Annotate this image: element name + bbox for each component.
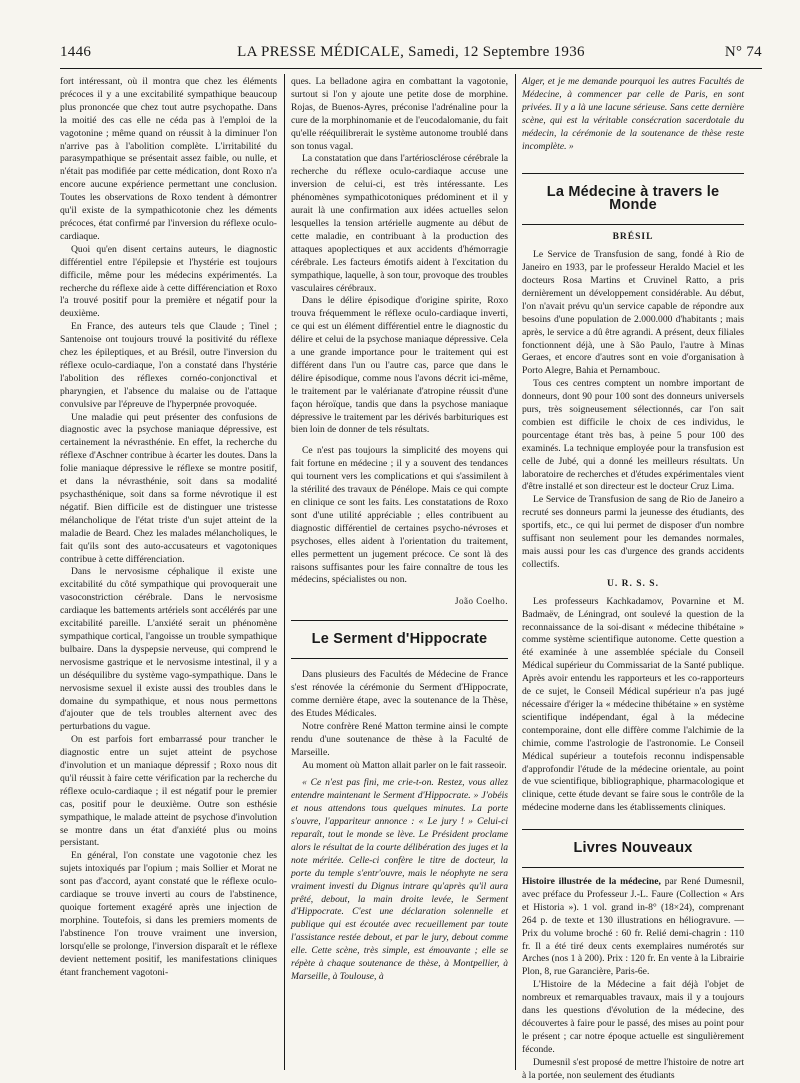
- review-paragraph: L'Histoire de la Médecine a fait déjà l'objet de nombreux et remarquables travaux, mais il y a toujours dans les questions d'évolution de la médecine, des découvertes à faire pour le passé, des mises au point pour le présent ; car notre époque actuelle est singulièrement féconde.: [522, 979, 744, 1055]
- article-paragraph: En général, l'on constate une vagotonie chez les sujets intoxiqués par l'opium ; mais Sollier et Morat ne sont pas d'accord, ayant constaté que le réflexe oculo-cardiaque se trouve inverti au cours de l'abstinence, quoique fortement exagéré après une injection de morphine. Toutefois, si dans les premiers moments de l'abstinence l'on trouve vraiment une inversion, lorsqu'elle se prolonge, l'inversion disparaît et le réflexe devient nettement positif, les manifestations cliniques étant franchement vagotoni-: [60, 850, 277, 978]
- article-paragraph: En France, des auteurs tels que Claude ; Tinel ; Santenoise ont toujours trouvé la positivité du réflexe chez les épileptiques, et au Brésil, outre l'inversion du réflexe oculo-cardiaque, l'on a constaté dans l'hystérie l'abolition des réflexes cornéo-conjonctival et pharyngien, et l'absence du malaise ou de l'attaque convulsive par l'épreuve de l'hyperpnée provoquée.: [60, 321, 277, 410]
- news-paragraph: Tous ces centres comptent un nombre important de donneurs, dont 90 pour 100 sont des donneurs universels purs, très soigneusement sélectionnés, car l'on sait combien est difficile le choix de ces individus, le pourcentage étant très bas, à peine 5 pour 100 des examinés. La technique employée pour la transfusion est celle de Jubé, qui a donné les meilleurs résultats. Un laboratoire de recherches et d'études expérimentales vient d'être installé et son directeur est le docteur Cruz Lima.: [522, 378, 744, 493]
- quote-paragraph: « Ce n'est pas fini, me crie-t-on. Restez, vous allez entendre maintenant le Serment d'Hippocrate. » J'obéis et nous attendons tous quelques minutes. La porte s'ouvre, l'appariteur annonce : « Le jury ! » Celui-ci reparaît, tout le monde se lève. Le Président proclame alors le résultat de la courte délibération des juges et la note méritée. Celle-ci confère le titre de docteur, la porte du temple s'entr'ouvre, mais le néophyte ne sera vraiment investi du Dignus intrare qu'après qu'il aura prêté, debout, la main droite levée, le Serment d'Hippocrate. C'est une déclaration solennelle et publique qui est écoutée avec recueillement par toute l'assistance restée debout, et par le jury, debout comme elle. Cette scène, très simple, est émouvante ; elle se répète à chaque soutenance de thèse, à Montpellier, à Marseille, à Toulouse, à: [291, 777, 508, 982]
- section-title: Le Serment d'Hippocrate: [311, 631, 488, 648]
- review-paragraph: Dumesnil s'est proposé de mettre l'histoire de notre art à la portée, non seulement des étudiants: [522, 1056, 744, 1081]
- article-paragraph: Quoi qu'en disent certains auteurs, le diagnostic différentiel entre l'épilepsie et l'hystérie est toujours difficile, même pour les médecins expérimentés. La recherche du réflexe aide à cette différenciation et Roxo l'a trouvé positif pour la première et négatif pour la deuxième.: [60, 243, 277, 320]
- article-paragraph: La constatation que dans l'artériosclérose cérébrale la recherche du réflexe oculo-cardiaque accuse une inversion de celui-ci, est très intéressante. Les phénomènes sympathicotoniques prédominent et il y aurait là une confirmation aux idées actuelles selon lesquelles la tension artérielle augmente au début de cette maladie, en contribuant à la production des attaques apoplectiques et aux accidents d'hémorragie cérébrale. Les facteurs émotifs aident à l'excitation du sympathique, laquelle, à son tour, provoque des troubles vasculaires cérébraux.: [291, 153, 508, 294]
- article-paragraph: Dans le nervosisme céphalique il existe une excitabilité du côté sympathique qui provoquerait une vasoconstriction cérébrale. Dans le nervosisme cardiaque les battements artériels sont accélérés par une excitabilité pareille. L'anxiété serait un phénomène sympathique cortical, l'angoisse un trouble sympathique bulbaire. Dans la dyspepsie nerveuse, qui comprend le nervosisme gastrique et le nervosisme intestinal, il y a un déséquilibre du système vago-sympathique. Dans le nervosisme sexuel il existe aussi des troubles dans le domaine du sympathique, et nous nous permettons d'ajouter que de tels troubles alternent avec des perturbations du vague.: [60, 566, 277, 733]
- article-paragraph: fort intéressant, où il montra que chez les éléments précoces il y a une excitabilité sympathique beaucoup plus prononcée que chez tout autre psychopathe. Dans la moitié des cas elle ne céda pas à l'emploi de la vagotonine ; même quand on réussit à la diminuer l'on n'arrive pas à l'abolition complète. L'irritabilité du parasympathique se présentait assez faible, ou nulle, et n'était pas modifiée par cette médication, dont Roxo n'a encore aucune expérience permettant une conclusion. Toutes les observations de Roxo tendent à démontrer qu'il existe de la sympathicotonie chez les déments précoces, état confirmé par l'inversion du réflexe oculo-cardiaque.: [60, 76, 277, 242]
- author-signature: João Coelho.: [455, 596, 508, 607]
- article-paragraph: Au moment où Matton allait parler on le fait rasseoir.: [302, 759, 507, 771]
- section-title: Livres Nouveaux: [573, 840, 693, 857]
- page-header: [60, 44, 762, 66]
- section-header-livres: [522, 829, 744, 868]
- journal-title: LA PRESSE MÉDICALE, Samedi, 12 Septembre 1936: [237, 44, 585, 60]
- article-paragraph: Dans le délire épisodique d'origine spirite, Roxo trouva fréquemment le réflexe oculo-cardiaque inverti, ce qui est un élément différentiel entre le diagnostic du délire et celui de la psychose maniaque dépressive. Cela a une grande importance pour le traitement qui est différent dans l'un ou l'autre cas, parce que dans le délire épisodique, comme nous l'avons décrit ici-même, le traitement par le valérianate d'atropine réussit d'une façon héroïque, tandis que dans la psychose maniaque dépressive le traitement par les dérivés barbituriques est bien loin de donner de tels résultats.: [291, 295, 508, 436]
- article-paragraph: Notre confrère René Matton termine ainsi le compte rendu d'une soutenance de thèse à la Faculté de Marseille.: [291, 720, 508, 758]
- country-label-urss: U. R. S. S.: [607, 578, 659, 589]
- article-paragraph: Une maladie qui peut présenter des confusions de diagnostic avec la psychose maniaque dépressive, est certainement la névrasthénie. En effet, la recherche du réflexe d'Aschner contribue à écarter les doutes. Dans la folie maniaque dépressive le réflexe se montre positif, et dans la névrasthénie, soit dans sa modalité psychasthénique, soit dans sa forme névrotique il est négatif. Bien difficile est de distinguer une tristesse mélancholique de l'état triste d'un sujet atteint de la maladie de Beard. Chez les malades mélancholiques, le fait qu'ils sont des auto-accusateurs et vagotoniques contribue à cette différenciation.: [60, 411, 277, 565]
- quote-continuation: Alger, et je me demande pourquoi les autres Facultés de Médecine, à commencer par celle de Paris, en sont privées. Il y a là une lacune sérieuse. Sans cette dernière scène, qui est la véritable consécration sacerdotale du médecin, la cérémonie de la soutenance de thèse reste incomplète. »: [522, 76, 744, 152]
- article-paragraph: Dans plusieurs des Facultés de Médecine de France s'est rénovée la cérémonie du Serment d'Hippocrate, comme dernière étape, avec la soutenance de la Thèse, des Etudes Médicales.: [291, 669, 508, 719]
- section-title: La Médecine à travers le Monde: [546, 184, 720, 214]
- quoted-passage: [291, 777, 508, 984]
- book-entry: [522, 876, 744, 979]
- book-details: par René Dumesnil, avec préface du Professeur J.-L. Faure (Collection « Ars et Historia »). 1 vol. grand in-8° (18×24), comprenant 264 p. de texte et 130 illustrations en héliogravure. — Prix du volume broché : 60 fr. Relié demi-chagrin : 110 fr. Il a été tiré deux cents exemplaires numérotés sur Arches (nos 1 à 200). Prix : 120 fr. En vente à la Librairie Plon, 8, rue Garancière, Paris-6e.: [522, 876, 745, 978]
- article-paragraph: On est parfois fort embarrassé pour trancher le diagnostic entre un sujet atteint de psychose d'involution et un maniaque dépressif ; Roxo nous dit qu'il réussit à faire cette vérification par la recherche du réflexe oculo-cardiaque ; il est négatif pour le premier cas, positif pour le deuxième. Outre son esthésie sympathique, le malade atteint de psychose d'involution se montre dans un état d'anxiété plus ou moins persistant.: [60, 734, 277, 849]
- column-2: [291, 76, 508, 1072]
- news-paragraph: Le Service de Transfusion de sang, fondé à Rio de Janeiro en 1933, par le professeur Heraldo Maciel et les docteurs Rosa Martins et Cruvinel Ratto, a pris dernièrement un développement considérable. Au début, l'on n'avait prévu qu'un service capable de répondre aux besoins d'une population de 2.000.000 d'habitants ; mais après, le service a dû être agrandi. A présent, deux filiales fonctionnent déjà, une à São Paulo, l'autre à Minas Geraes, et encore d'autres sont en voie d'organisation à Porto Alegre, Bahia et Pernambouc.: [522, 249, 744, 377]
- book-title: Histoire illustrée de la médecine,: [522, 876, 661, 888]
- news-paragraph: Les professeurs Kachkadamov, Povarnine et M. Badmaëv, de Léningrad, ont soulevé la question de la reconnaissance de la soi-disant « médecine thibétaine » comme système scientifique autonome. Cette question a été examinée à une assemblée spéciale du Conseil Médical supérieur du Commissariat de la Santé publique. Après avoir entendu les rapporteurs et les co-rapporteurs de ce sujet, le Conseil Médical supérieur n'a pas jugé nécessaire d'ériger la « médecine thibétaine » en système scientifique indépendant, égal à la médecine contemporaine, dont elle diffère comme l'alchimie de la chimie, comme l'astrologie de l'astronomie. Le Conseil Médical supérieur a toutefois reconnu indispensable d'approfondir l'étude de la médecine orientale, au point de vue scientifique, bibliographique, pharmacologique et clinique, cette étude devant se faire sous le contrôle de la médecine moderne dans les établissements cliniques.: [522, 595, 744, 814]
- article-paragraph: ques. La belladone agira en combattant la vagotonie, surtout si l'on y ajoute une petite dose de morphine. Rojas, de Buenos-Ayres, préconise l'adrénaline pour la cure de la morphinomanie et de l'eucodalomanie, du fait qu'elle rééquilibrerait le système autonome troublé dans son tonus vagal.: [291, 76, 508, 152]
- section-header-serment: [291, 620, 508, 659]
- column-1: [60, 76, 277, 1072]
- issue-number: N° 74: [724, 44, 762, 60]
- header-rule: [60, 68, 762, 69]
- column-divider-1: [284, 74, 285, 1070]
- page-number: 1446: [60, 44, 92, 60]
- section-header-medecine: [522, 173, 744, 225]
- column-divider-2: [515, 74, 516, 1070]
- article-paragraph: Ce n'est pas toujours la simplicité des moyens qui fait fortune en médecine ; il y a souvent des tendances qui tournent vers les complications et qui s'assimilent à la stérilité des travaux de Pénélope. Mais ce qui compte en clinique ce sont les faits. Les constatations de Roxo sont d'une utilité appréciable ; elles contribuent au diagnostic différentiel de certaines psycho-névroses et psychoses, elles aident à l'orientation du traitement, elles permettent un jugement précoce. Ce sont là des raisons suffisantes pour les faire connaître de tous les médecins, spécialistes ou non.: [291, 445, 508, 586]
- column-3: [522, 76, 745, 1081]
- country-label-bresil: BRÉSIL: [612, 232, 654, 243]
- news-paragraph: Le Service de Transfusion de sang de Rio de Janeiro a recruté ses donneurs parmi la jeunesse des étudiants, des sportifs, etc., ce qui lui permet de disposer d'un nombre suffisant non seulement pour les demandes normales, mais aussi pour les cas d'urgence des grands accidents collectifs.: [522, 494, 744, 570]
